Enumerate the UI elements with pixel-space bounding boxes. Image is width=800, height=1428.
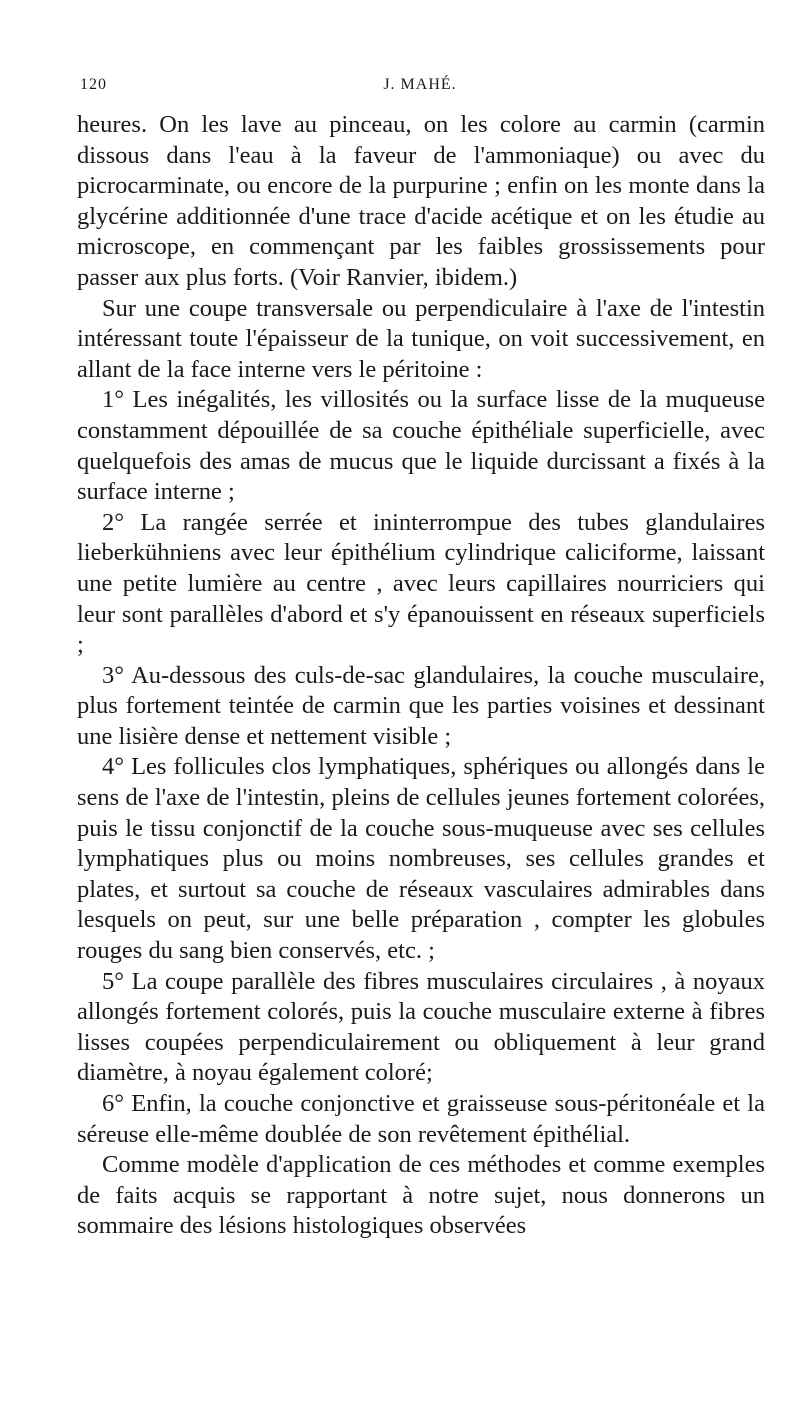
page-number: 120 (80, 76, 107, 93)
list-item-3: 3° Au-dessous des culs-de-sac glandulaires, la couche musculaire, plus fortement teintée de carmin que les parties voisines et dessinant une lisière dense et nettement visible ; (77, 661, 765, 750)
page-header (75, 76, 765, 100)
running-head: J. MAHÉ. (383, 76, 457, 93)
list-item-6: 6° Enfin, la couche conjonctive et graisseuse sous-péritonéale et la séreuse elle-même doublée de son revêtement épithélial. (77, 1090, 765, 1148)
paragraph-continuation: heures. On les lave au pinceau, on les colore au carmin (carmin dissous dans l'eau à la faveur de l'ammoniaque) ou avec du picrocarminate, ou encore de la purpurine ; enfin on les monte dans la glycérine additionnée d'une trace d'acide acétique et on les étudie au microscope, en commençant par les faibles grossissements pour passer aux plus forts. (Voir Ranvier, ibidem.) (77, 111, 765, 291)
body-text (77, 110, 765, 1242)
list-item-4: 4° Les follicules clos lymphatiques, sphériques ou allongés dans le sens de l'axe de l'intestin, pleins de cellules jeunes fortement colorées, puis le tissu conjonctif de la couche sous-muqueuse avec ses cellules lymphatiques plus ou moins nombreuses, ses cellules grandes et plates, et surtout sa couche de réseaux vasculaires admirables dans lesquels on peut, sur une belle préparation , compter les globules rouges du sang bien conservés, etc. ; (77, 753, 765, 965)
list-item-1: 1° Les inégalités, les villosités ou la surface lisse de la muqueuse constamment dépouillée de sa couche épithéliale superficielle, avec quelquefois des amas de mucus que le liquide durcissant a fixés à la surface interne ; (77, 386, 765, 506)
list-item-2: 2° La rangée serrée et ininterrompue des tubes glandulaires lieberkühniens avec leur épithélium cylindrique caliciforme, laissant une petite lumière au centre , avec leurs capillaires nourriciers qui leur sont parallèles d'abord et s'y épanouissent en réseaux superficiels ; (77, 508, 765, 659)
paragraph-closing: Comme modèle d'application de ces méthodes et comme exemples de faits acquis se rapportant à notre sujet, nous donnerons un sommaire des lésions histologiques observées (77, 1151, 765, 1240)
paragraph-intro: Sur une coupe transversale ou perpendiculaire à l'axe de l'intestin intéressant toute l'épaisseur de la tunique, on voit successivement, en allant de la face interne vers le péritoine : (77, 294, 765, 383)
list-item-5: 5° La coupe parallèle des fibres musculaires circulaires , à noyaux allongés fortement colorés, puis la couche musculaire externe à fibres lisses coupées perpendiculairement ou obliquement à leur grand diamètre, à noyau également coloré; (77, 967, 765, 1087)
